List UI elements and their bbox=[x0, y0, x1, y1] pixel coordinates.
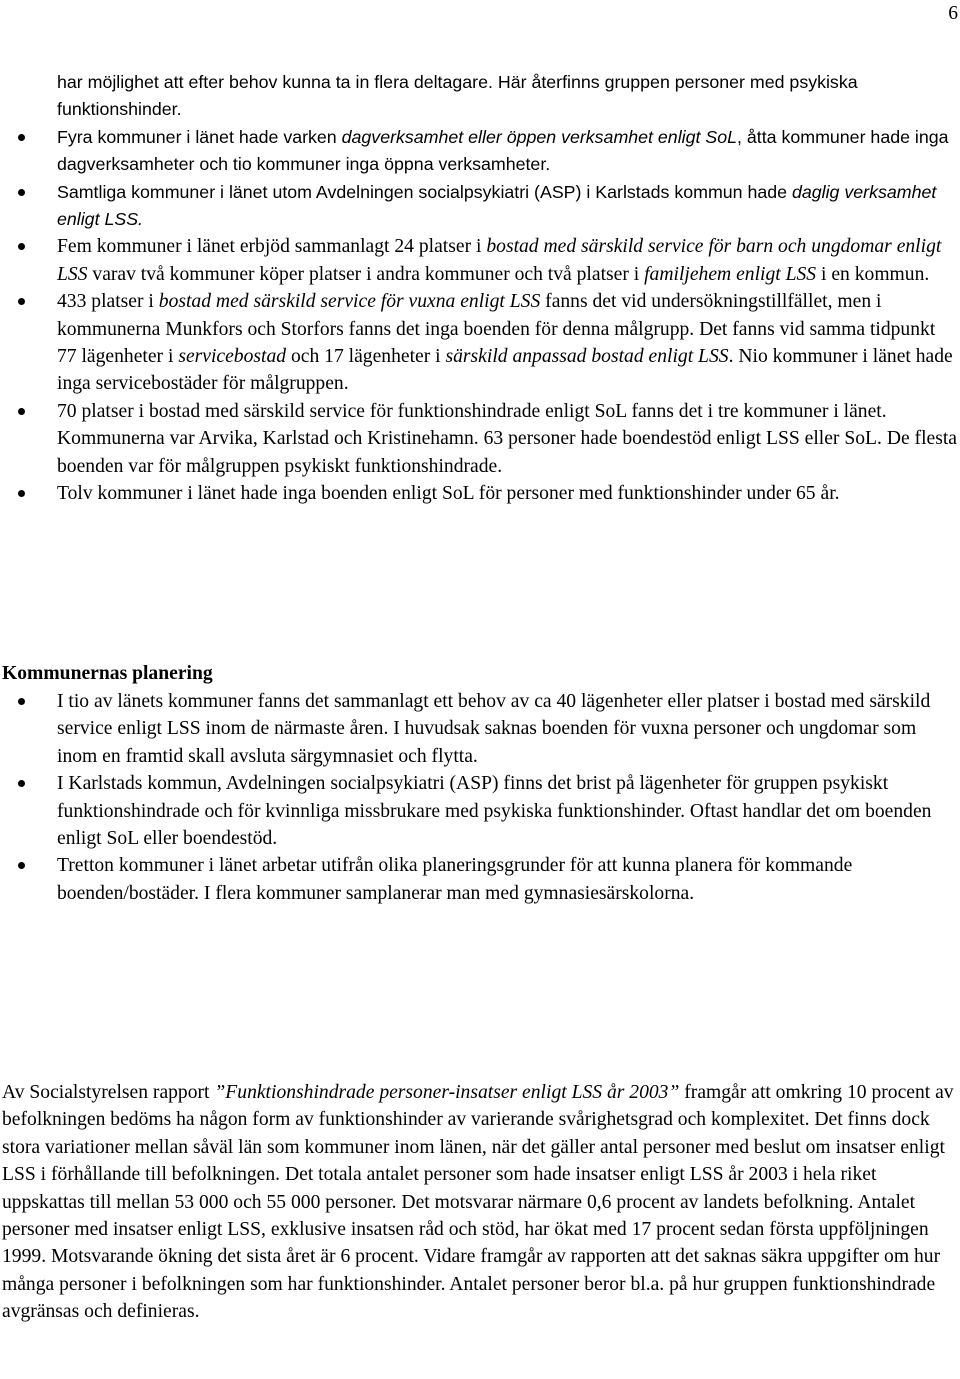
text-run: särskild anpassad bostad enligt LSS bbox=[445, 346, 729, 368]
list-item bbox=[0, 233, 958, 288]
bullet-icon bbox=[18, 134, 25, 141]
text-run: I Karlstads kommun, Avdelningen socialpsykiatri (ASP) finns det brist på lägenheter för gruppen psykiskt funktionshindrade och för kvinnliga missbrukare med psykiska funktionshinder. Oftast handlar det om boenden enligt SoL eller boendestöd. bbox=[57, 773, 932, 850]
text-run: . Nio kommuner i länet hade inga servicebostäder för målgruppen. bbox=[57, 346, 953, 395]
text-run: i en kommun. bbox=[816, 263, 930, 285]
text-run: fanns det vid undersökningstillfället, men i kommunerna Munkfors och Storfors fanns det inga boenden för denna målgrupp. Det fanns vid samma tidpunkt 77 lägenheter i bbox=[57, 291, 936, 368]
text-run: varav två kommuner köper platser i andra kommuner och två platser i bbox=[87, 263, 645, 285]
text-run: har möjlighet att efter behov kunna ta in flera deltagare. Här återfinns gruppen personer med psykiska funktionshinder. bbox=[57, 72, 858, 120]
text-run: servicebostad bbox=[178, 346, 287, 368]
bullet-icon bbox=[18, 862, 25, 869]
text-run: bostad med särskild service för vuxna enligt LSS bbox=[158, 291, 541, 313]
text-run: bostad med särskild service för barn och ungdomar enligt LSS bbox=[57, 236, 942, 285]
text-run: Tolv kommuner i länet hade inga boenden enligt SoL för personer med funktionshinder under 65 år. bbox=[57, 483, 840, 505]
list-item bbox=[0, 480, 958, 507]
text-run: dagverksamhet eller öppen verksamhet enligt SoL bbox=[341, 126, 738, 147]
bullet-icon bbox=[18, 243, 25, 250]
text-run: Samtliga kommuner i länet utom Avdelningen socialpsykiatri (ASP) i Karlstads kommun hade bbox=[57, 181, 792, 202]
text-run: Av Socialstyrelsen rapport bbox=[2, 1082, 215, 1103]
text-run: framgår att omkring 10 procent av befolkningen bedöms ha någon form av funktionshinder av varierande svårighetsgrad och komplexitet. Det finns dock stora variationer mellan såväl län som kommuner inom länen, när det gäller antal personer med beslut om insatser enligt LSS i förhållande till befolkningen. Det totala antalet personer som hade insatser enligt LSS år 2003 i hela riket uppskattas till mellan 53 000 och 55 000 personer. Det motsvarar närmare 0,6 procent av landets befolkning. Antalet personer med insatser enligt LSS, exklusive insatsen råd och stöd, har ökat med 17 procent sedan första uppföljningen 1999. Motsvarande ökning det sista året är 6 procent. Vidare framgår av rapporten att det saknas säkra uppgifter om hur många personer i befolkningen som har funktionshinder. Antalet personer beror bl.a. på hur gruppen funktionshindrade avgränsas och definieras. bbox=[2, 1082, 954, 1323]
list-item bbox=[0, 288, 958, 398]
bullet-icon bbox=[18, 189, 25, 196]
bullet-icon bbox=[18, 698, 25, 705]
bullet-section-planning bbox=[0, 688, 958, 907]
text-run: , åtta kommuner hade inga dagverksamheter och tio kommuner inga öppna verksamheter. bbox=[57, 126, 949, 175]
text-run: 433 platser i bbox=[57, 291, 159, 313]
text-run: I tio av länets kommuner fanns det sammanlagt ett behov av ca 40 lägenheter eller platser i bostad med särskild service enligt LSS inom de närmaste åren. I huvudsak saknas boenden för vuxna personer och ungdomar som inom en framtid skall avsluta särgymnasiet och flytta. bbox=[57, 691, 931, 767]
text-run: och 17 lägenheter i bbox=[286, 346, 446, 368]
text-run: familjehem enligt LSS bbox=[644, 263, 817, 285]
body-paragraph bbox=[2, 1079, 958, 1326]
list-item bbox=[0, 398, 958, 480]
section-heading: Kommunernas planering bbox=[2, 663, 213, 684]
list-item bbox=[0, 770, 958, 852]
list-item bbox=[0, 179, 958, 234]
bullet-list-current-situation bbox=[0, 124, 958, 508]
bullet-icon bbox=[18, 408, 25, 415]
intro-continuation bbox=[0, 69, 958, 124]
text-run: ”Funktionshindrade personer-insatser enligt LSS år 2003” bbox=[214, 1082, 680, 1103]
bullet-icon bbox=[18, 490, 25, 497]
list-item bbox=[0, 124, 958, 179]
text-run: 70 platser i bostad med särskild service för funktionshindrade enligt SoL fanns det i tre kommuner i länet. Kommunerna var Arvika, Karlstad och Kristinehamn. 63 personer hade boendestöd enligt LSS eller SoL. De flesta boenden var för målgruppen psykiskt funktionshindrade. bbox=[57, 400, 957, 477]
bullet-section-current-situation bbox=[0, 69, 958, 508]
page-number: 6 bbox=[948, 3, 958, 24]
text-run: Fem kommuner i länet erbjöd sammanlagt 24 platser i bbox=[57, 236, 487, 258]
bullet-icon bbox=[18, 298, 25, 305]
list-item bbox=[0, 688, 958, 770]
text-run: Fyra kommuner i länet hade varken bbox=[57, 126, 342, 147]
bullet-list-planning bbox=[0, 688, 958, 907]
text-run: daglig verksamhet enligt LSS. bbox=[57, 181, 937, 230]
text-run: Tretton kommuner i länet arbetar utifrån olika planeringsgrunder för att kunna planera för kommande boenden/bostäder. I flera kommuner samplanerar man med gymnasiesärskolorna. bbox=[57, 855, 853, 904]
list-item bbox=[0, 852, 958, 907]
bullet-icon bbox=[18, 780, 25, 787]
